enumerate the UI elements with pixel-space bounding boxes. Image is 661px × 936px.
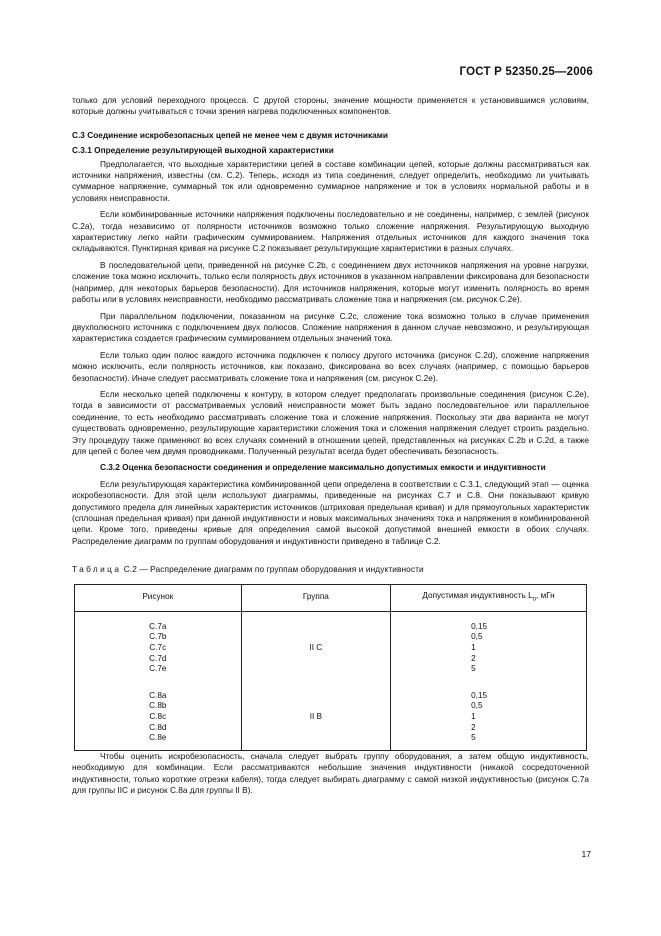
- paragraph: При параллельном подключении, показанном на рисунке С.2с, сложение тока возможно только в случае применения двухполюсного источника с подключением двух полюсов. Сложение напряжения в данном случае невозможно, и результирующая характеристика создается графическим суммированием отдельных значений тока.: [72, 310, 589, 344]
- table-row: [75, 681, 587, 750]
- document-code-header: ГОСТ Р 52350.25—2006: [459, 66, 593, 78]
- figure-ref: С.8с: [149, 712, 167, 722]
- inductance-value: 5: [471, 664, 476, 674]
- table-row: [75, 611, 587, 680]
- document-body: [72, 95, 589, 796]
- paragraph: Если несколько цепей подключены к контуру, в котором следует предполагать произвольные соединения (рисунок С.2е), тогда в зависимости от рассматриваемых условий неисправности может быть задано последовательное или параллельное соединение, то есть необходимо рассматривать сложение тока и сложение напряжения. Поскольку эти два варианта не могут существовать одновременно, результирующие характеристики сложения тока и сложения напряжения следует строить раздельно. Эту процедуру также применяют во всех случаях сомнений в отношении цепей, представленных на рисунках С.2b и С.2d, а также для цепей с более чем двумя проводниками. Полученный результат всегда будет обеспечивать безопасность.: [72, 388, 589, 456]
- figure-ref: С.8е: [149, 733, 167, 743]
- inductance-value: 0,15: [471, 690, 488, 700]
- group-cell: II B: [241, 681, 391, 750]
- table-caption: [72, 564, 589, 575]
- page-number: 17: [581, 849, 591, 859]
- paragraph: Если только один полюс каждого источника подключен к полюсу другого источника (рисунок С.2d), сложение напряжения можно исключить, если полярность источников, как показано, фиксирована во всех случаях (например, с помощью барьеров безопасности). Иначе следует рассматривать сложение тока и напряжения (см. рисунок С.2е).: [72, 349, 589, 383]
- inductance-value: 2: [471, 722, 476, 732]
- header-inductance-unit: , мГн: [536, 590, 555, 600]
- figure-ref: С.7е: [149, 664, 167, 674]
- paragraph: Если результирующая характеристика комбинированной цепи определена в соответствии с С.3.1, следующий этап — оценка искробезопасности. Для этой цели используют диаграммы, приведенные на рисунках С.7 и С.8. Они показывают кривую допустимого предела для линейных характеристик источников (штриховая предельная кривая) и для прямоугольных характеристик (сплошная предельная кривая) при данной индуктивности и новых максимальных значениях тока и напряжения в комбинированной цепи. Кроме того, приведены кривые для определения самой высокой допустимой внешней емкости в обоих случаях. Распределение диаграмм по группам оборудования и индуктивности приведено в таблице С.2.: [72, 478, 589, 546]
- inductance-value: 1: [471, 712, 476, 722]
- subsection-c3-1-heading: С.3.1 Определение результирующей выходной характеристики: [72, 145, 334, 156]
- figure-ref: С.8b: [149, 701, 167, 711]
- figure-ref: С.7а: [149, 621, 167, 631]
- paragraph: Если комбинированные источники напряжения подключены последовательно и не соединены, например, с землей (рисунок С.2а), тогда независимо от полярности источников возможно только сложение напряжения. Результирующую выходную характеристику легко найти графическим суммированием. Напряжения отдельных источников для каждого значения тока складываются. Пунктирная кривая на рисунке С.2 показывает результирующие характеристики в разных случаях.: [72, 209, 589, 254]
- header-group: Группа: [241, 584, 391, 611]
- inductance-value: 5: [471, 733, 476, 743]
- inductance-value: 1: [471, 643, 476, 653]
- inductance-value: 0,5: [471, 701, 483, 711]
- figure-ref: С.7b: [149, 632, 167, 642]
- section-c3-heading: С.3 Соединение искробезопасных цепей не менее чем с двумя источниками: [72, 129, 388, 140]
- subsection-c3-2-heading: С.3.2 Оценка безопасности соединения и определение максимально допустимых емкости и индуктивности: [100, 462, 546, 473]
- header-inductance-main: Допустимая индуктивность L: [422, 590, 533, 600]
- inductance-cell: [391, 611, 587, 680]
- paragraph: В последовательной цепи, приведенной на рисунке С.2b, с соединением двух источников напряжения на уровне нагрузки, сложение тока можно исключить, только если полярность двух источников в указанном направлении фиксирована для безопасности (например, для некоторых барьеров безопасности). Для источников напряжения, которые могут изменить полярность во время работы или в условиях неисправности, необходимо рассматривать сложение тока и напряжения (см. рисунок С.2е).: [72, 259, 589, 305]
- header-figure: Рисунок: [75, 584, 242, 611]
- header-inductance: [391, 584, 587, 611]
- figure-cell: [75, 611, 242, 680]
- table-header-row: [75, 584, 587, 611]
- inductance-value: 2: [471, 653, 476, 663]
- figure-ref: С.8а: [149, 690, 167, 700]
- figure-ref: С.7с: [149, 643, 167, 653]
- intro-paragraph: только для условий переходного процесса. С другой стороны, значение мощности применяется к установившимся условиям, которые должны учитываться с точки зрения нагрева подключенных компонентов.: [72, 95, 589, 117]
- header-inductance-subscript: o: [532, 596, 537, 603]
- table-caption-label: Таблица: [72, 564, 122, 575]
- inductance-cell: [391, 681, 587, 750]
- figure-ref: С.7d: [149, 653, 167, 663]
- figure-cell: [75, 681, 242, 750]
- figure-ref: С.8d: [149, 722, 167, 732]
- inductance-value: 0,15: [471, 621, 488, 631]
- group-cell: II C: [241, 611, 391, 680]
- table-caption-text: С.2 — Распределение диаграмм по группам оборудования и индуктивности: [121, 564, 424, 575]
- closing-paragraph: Чтобы оценить искробезопасность, сначала следует выбрать группу оборудования, а затем общую индуктивность, необходимую для комбинации. Если рассматриваются небольшие значения индуктивности (никакой сосредоточенной индуктивности, только короткие отрезки кабеля), тогда следует выбирать диаграмму с самой низкой индуктивностью (рисунок С.7а для группы IIC и рисунок С.8а для группы II В).: [72, 750, 589, 796]
- inductance-value: 0,5: [471, 632, 483, 642]
- paragraph: Предполагается, что выходные характеристики цепей в составе комбинации цепей, которые должны рассматриваться как источники напряжения, известны (см. С.2). Теперь, исходя из типа соединения, следует определить, необходимо ли учитывать суммарное напряжение, суммарный ток или одновременно суммарное напряжение и ток в условиях нормальной работы и в условиях неисправности.: [72, 158, 589, 203]
- diagram-distribution-table: [74, 584, 587, 751]
